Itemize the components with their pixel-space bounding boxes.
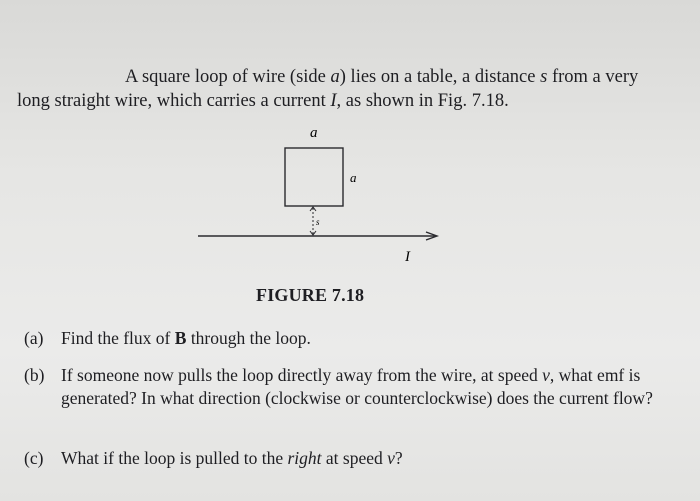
question-text: If someone now pulls the loop directly away from the wire, at speed v, what emf is generated? In what direction (clockwise or counterclockwise) does the current flow?	[61, 365, 653, 408]
variable-a: a	[330, 67, 340, 87]
emphasis-right: right	[287, 448, 322, 468]
field-symbol-B: B	[174, 328, 187, 348]
current-label-I: I	[405, 249, 410, 265]
gap-label-s: s	[316, 217, 320, 227]
question-text: What if the loop is pulled to the right at speed v?	[61, 448, 403, 468]
problem-statement-line-1	[125, 67, 638, 88]
side-label-right: a	[350, 170, 357, 185]
intro-text: from a very	[547, 67, 639, 87]
variable-s: s	[540, 67, 548, 87]
figure-7-18-diagram	[190, 118, 450, 278]
intro-text: A square loop of wire (side	[125, 67, 331, 87]
variable-v: v	[542, 365, 550, 385]
variable-v: v	[387, 448, 395, 468]
variable-I: I	[330, 91, 337, 111]
intro-text: , as shown in Fig. 7.18.	[336, 91, 509, 111]
figure-caption: FIGURE 7.18	[256, 285, 365, 305]
intro-text: ) lies on a table, a distance	[339, 67, 541, 87]
intro-text: long straight wire, which carries a current	[17, 91, 331, 111]
square-loop	[285, 148, 343, 206]
side-label-top: a	[310, 125, 318, 141]
question-label: (b)	[24, 365, 45, 385]
question-label: (c)	[24, 448, 44, 468]
question-label: (a)	[24, 328, 44, 348]
question-text: Find the flux of B through the loop.	[61, 328, 311, 348]
problem-statement-line-2	[17, 91, 509, 112]
